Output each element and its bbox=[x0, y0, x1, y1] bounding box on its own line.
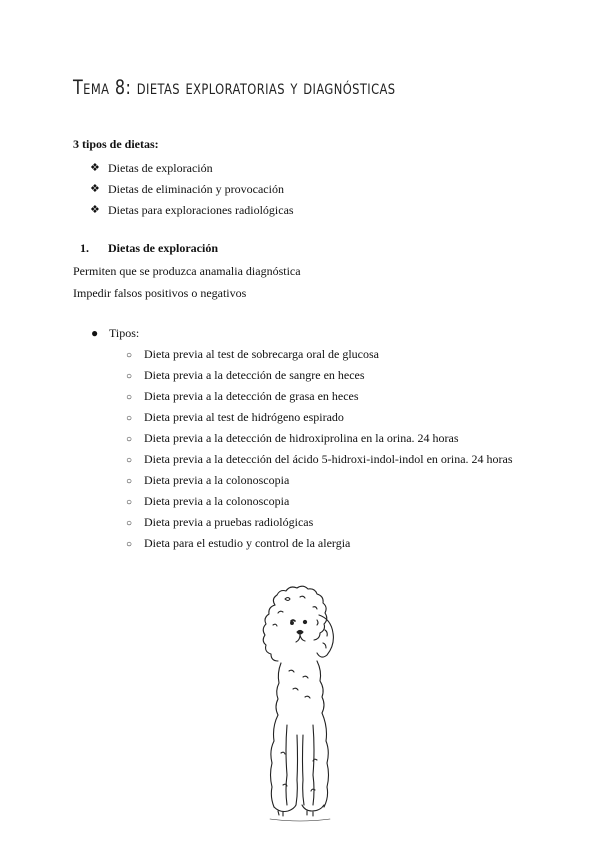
list-item-label: Dieta previa al test de hidrógeno espirado bbox=[144, 410, 344, 424]
list-item bbox=[126, 344, 513, 365]
list-item bbox=[126, 470, 513, 491]
list-item bbox=[126, 533, 513, 554]
list-item bbox=[126, 491, 513, 512]
circle-bullet-icon: ○ bbox=[126, 413, 133, 424]
circle-bullet-icon: ○ bbox=[126, 371, 133, 382]
list-item-label: Dieta previa al test de sobrecarga oral de glucosa bbox=[144, 347, 380, 361]
section-title: Dietas de exploración bbox=[108, 241, 218, 255]
list-item bbox=[126, 386, 513, 407]
circle-bullet-icon: ○ bbox=[126, 518, 133, 529]
list-item-label: Dieta previa a la colonoscopia bbox=[144, 494, 290, 508]
list-item-label: Dieta previa a la detección de sangre en heces bbox=[144, 368, 365, 382]
tipos-label bbox=[91, 326, 139, 341]
paragraph: Permiten que se produzca anamalia diagnóstica bbox=[73, 264, 301, 278]
list-item bbox=[126, 449, 513, 470]
list-item bbox=[126, 512, 513, 533]
section-number: 1. bbox=[80, 241, 89, 255]
dog-illustration bbox=[245, 585, 355, 830]
list-item bbox=[90, 200, 294, 221]
list-item bbox=[126, 428, 513, 449]
types-heading: 3 tipos de dietas: bbox=[73, 137, 159, 151]
list-item-label: Dieta para el estudio y control de la alergia bbox=[144, 536, 351, 550]
circle-bullet-icon: ○ bbox=[126, 350, 133, 361]
list-item-label: Dietas de eliminación y provocación bbox=[108, 182, 284, 196]
list-item-label: Dieta previa a pruebas radiológicas bbox=[144, 515, 314, 529]
list-item bbox=[126, 407, 513, 428]
page-title: Tema 8: dietas exploratorias y diagnósticas bbox=[73, 76, 396, 99]
list-item-label: Dietas de exploración bbox=[108, 161, 213, 175]
list-item-label: Dieta previa a la detección de hidroxiprolina en la orina. 24 horas bbox=[144, 431, 459, 445]
circle-bullet-icon: ○ bbox=[126, 434, 133, 445]
list-item bbox=[90, 158, 294, 179]
circle-bullet-icon: ○ bbox=[126, 539, 133, 550]
tipos-list bbox=[126, 344, 513, 554]
circle-bullet-icon: ○ bbox=[126, 455, 133, 466]
circle-bullet-icon: ○ bbox=[126, 476, 133, 487]
list-item bbox=[126, 365, 513, 386]
list-item-label: Dietas para exploraciones radiológicas bbox=[108, 203, 294, 217]
list-item-label: Dieta previa a la detección de grasa en heces bbox=[144, 389, 359, 403]
types-list bbox=[90, 158, 294, 221]
list-item-label: Dieta previa a la detección del ácido 5-hidroxi-indol-indol en orina. 24 horas bbox=[144, 452, 513, 466]
diamond-bullet-icon: ❖ bbox=[90, 204, 100, 216]
circle-bullet-icon: ○ bbox=[126, 392, 133, 403]
list-item bbox=[90, 179, 294, 200]
diamond-bullet-icon: ❖ bbox=[90, 183, 100, 195]
tipos-label-text: Tipos: bbox=[109, 326, 140, 340]
dot-bullet-icon: ● bbox=[91, 326, 99, 340]
diamond-bullet-icon: ❖ bbox=[90, 162, 100, 174]
circle-bullet-icon: ○ bbox=[126, 497, 133, 508]
list-item-label: Dieta previa a la colonoscopia bbox=[144, 473, 290, 487]
paragraph: Impedir falsos positivos o negativos bbox=[73, 286, 247, 300]
section-heading bbox=[80, 241, 218, 256]
